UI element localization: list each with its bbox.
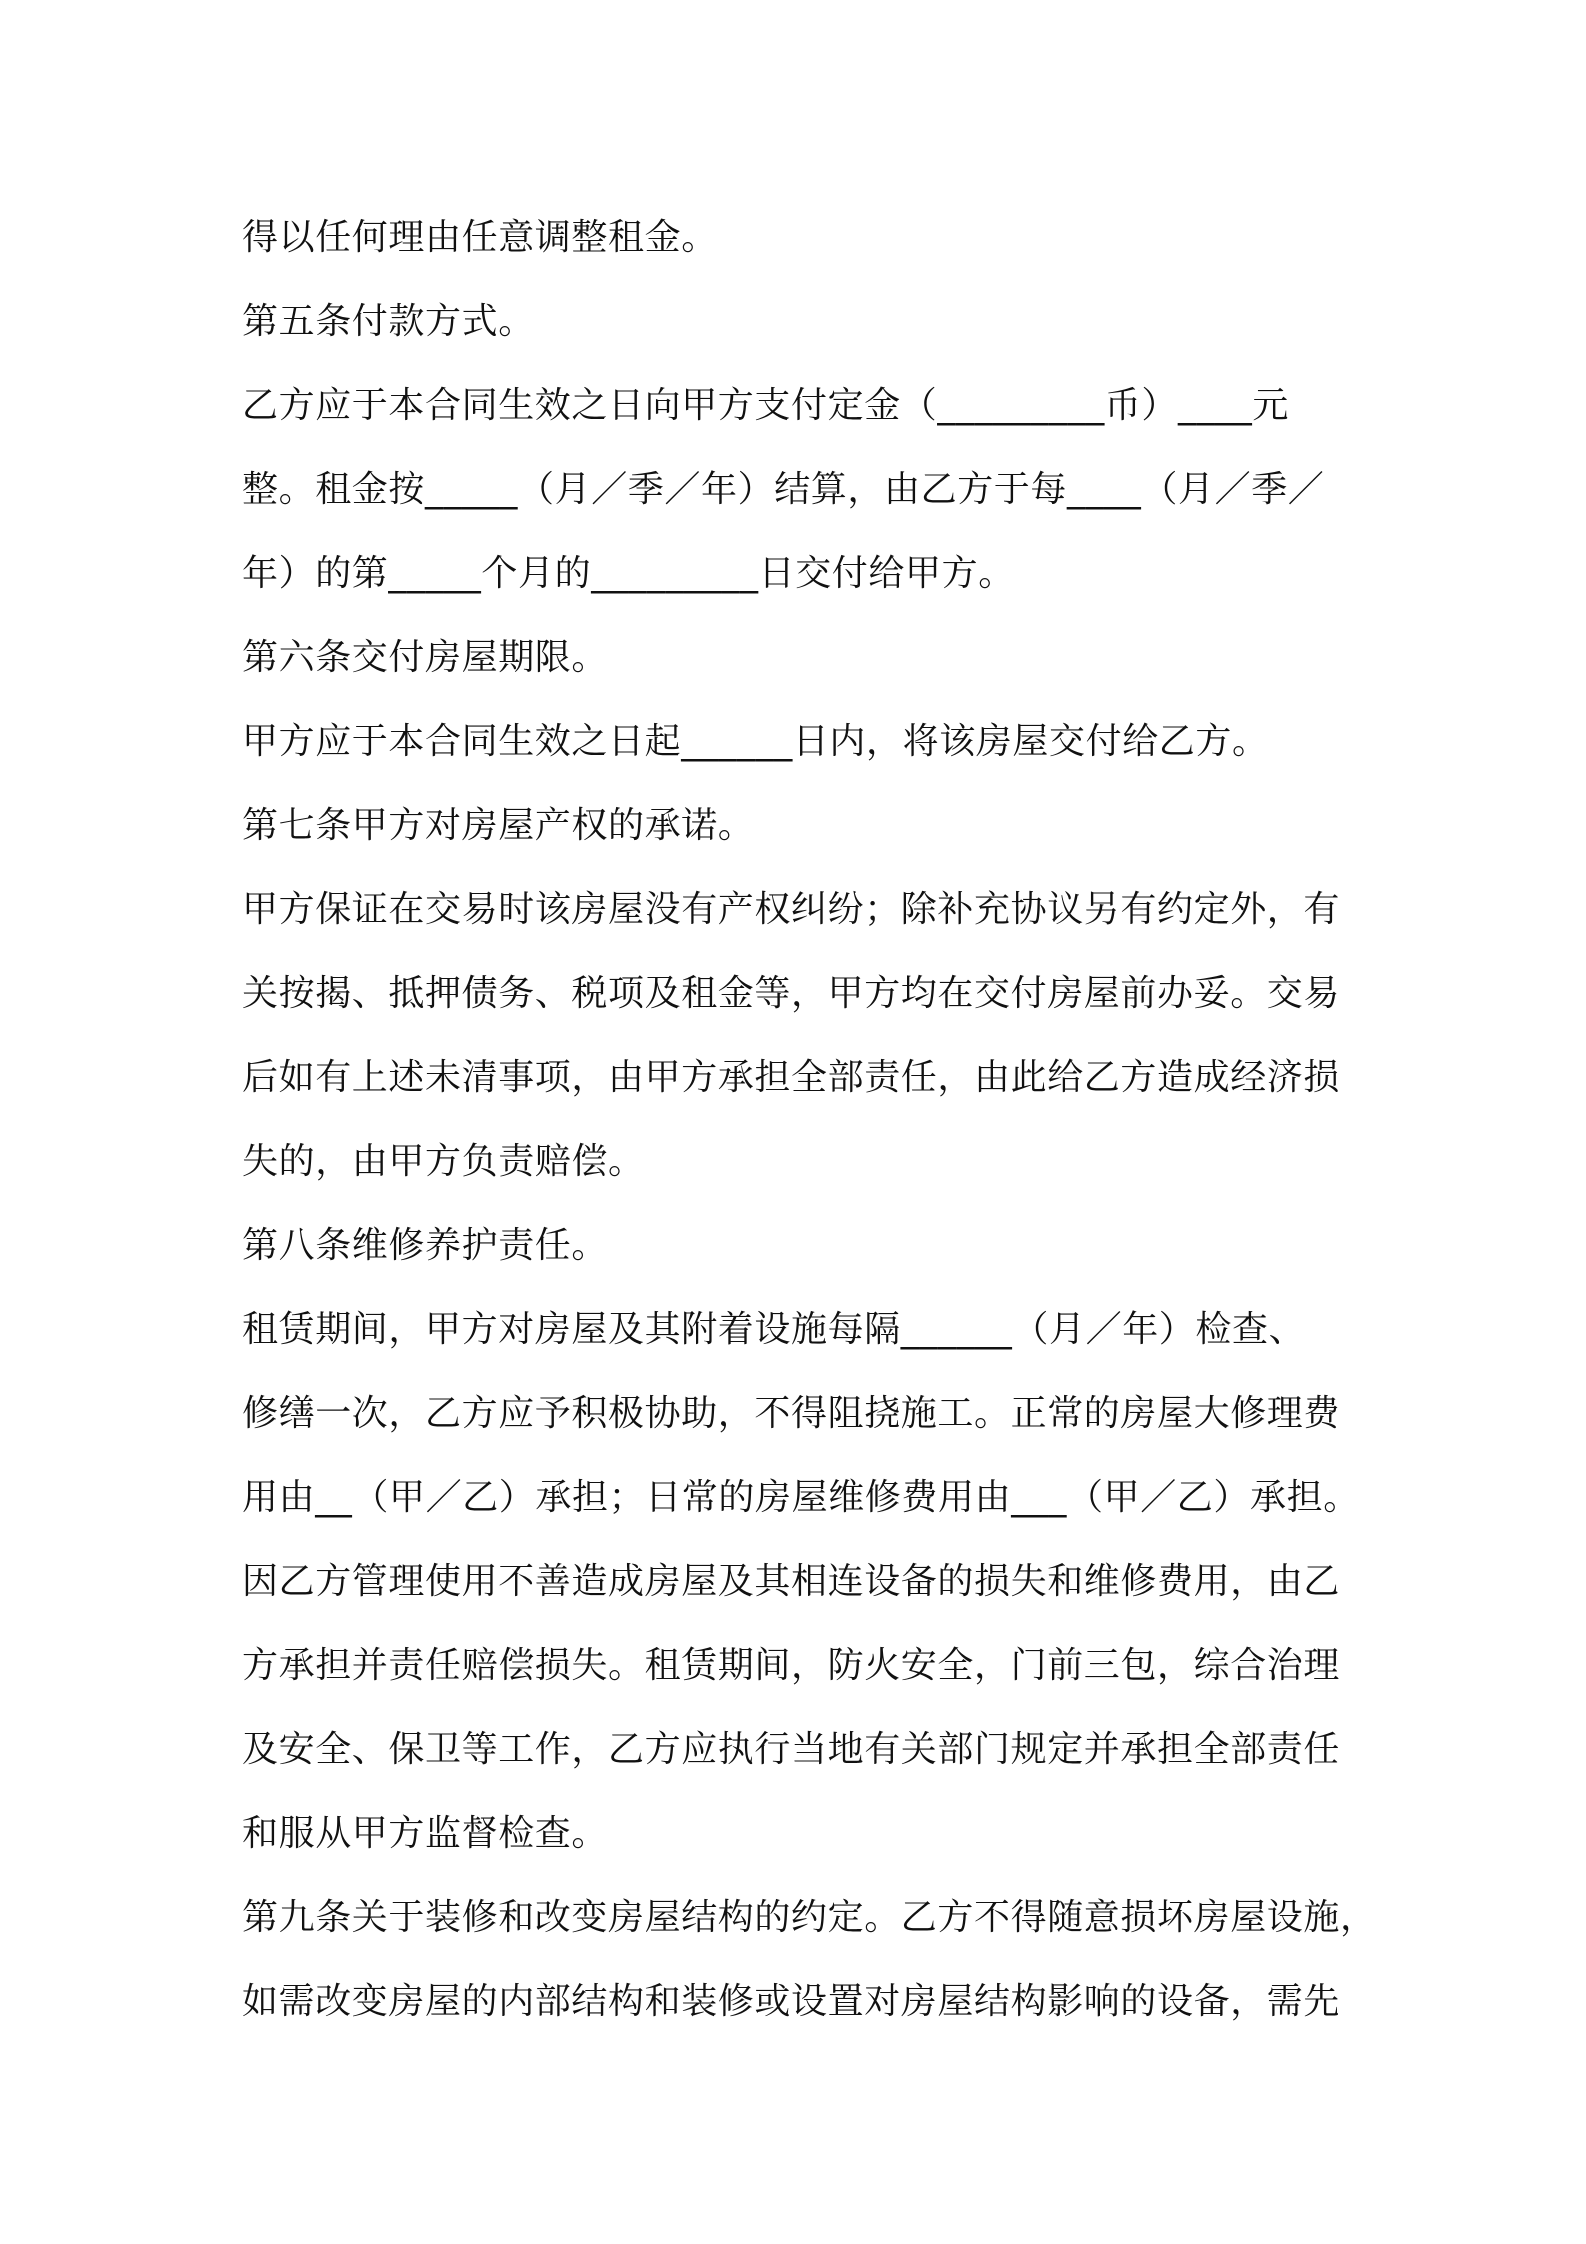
text-line: 甲方应于本合同生效之日起______日内，将该房屋交付给乙方。	[242, 721, 1269, 762]
article-6-heading: 第六条交付房屋期限。	[242, 637, 609, 678]
article-5-heading: 第五条付款方式。	[242, 301, 535, 342]
text-line: 方承担并责任赔偿损失。租赁期间，防火安全，门前三包，综合治理	[242, 1645, 1341, 1686]
text-line: 租赁期间，甲方对房屋及其附着设施每隔______（月／年）检查、	[242, 1309, 1306, 1350]
text-line: 整。租金按_____（月／季／年）结算，由乙方于每____（月／季／	[242, 469, 1325, 510]
text-line: 后如有上述未清事项，由甲方承担全部责任，由此给乙方造成经济损	[242, 1057, 1341, 1098]
text-line: 和服从甲方监督检查。	[242, 1813, 609, 1854]
text-line: 因乙方管理使用不善造成房屋及其相连设备的损失和维修费用，由乙	[242, 1561, 1341, 1602]
text-line: 修缮一次，乙方应予积极协助，不得阻挠施工。正常的房屋大修理费	[242, 1393, 1341, 1434]
text-line: 用由__（甲／乙）承担；日常的房屋维修费用由___（甲／乙）承担。	[242, 1477, 1360, 1518]
text-line: 甲方保证在交易时该房屋没有产权纠纷；除补充协议另有约定外，有	[242, 889, 1341, 930]
document-body	[242, 196, 1377, 2044]
text-line: 如需改变房屋的内部结构和装修或设置对房屋结构影响的设备，需先	[242, 1981, 1341, 2022]
text-line: 失的，由甲方负责赔偿。	[242, 1141, 645, 1182]
text-line: 乙方应于本合同生效之日向甲方支付定金（_________币）____元	[242, 385, 1289, 426]
article-9-heading: 第九条关于装修和改变房屋结构的约定。乙方不得随意损坏房屋设施，	[242, 1897, 1377, 1938]
text-line: 得以任何理由任意调整租金。	[242, 217, 718, 258]
text-line: 及安全、保卫等工作，乙方应执行当地有关部门规定并承担全部责任	[242, 1729, 1341, 1770]
article-7-heading: 第七条甲方对房屋产权的承诺。	[242, 805, 755, 846]
text-line: 年）的第_____个月的_________日交付给甲方。	[242, 553, 1015, 594]
article-8-heading: 第八条维修养护责任。	[242, 1225, 609, 1266]
text-line: 关按揭、抵押债务、税项及租金等，甲方均在交付房屋前办妥。交易	[242, 973, 1341, 1014]
